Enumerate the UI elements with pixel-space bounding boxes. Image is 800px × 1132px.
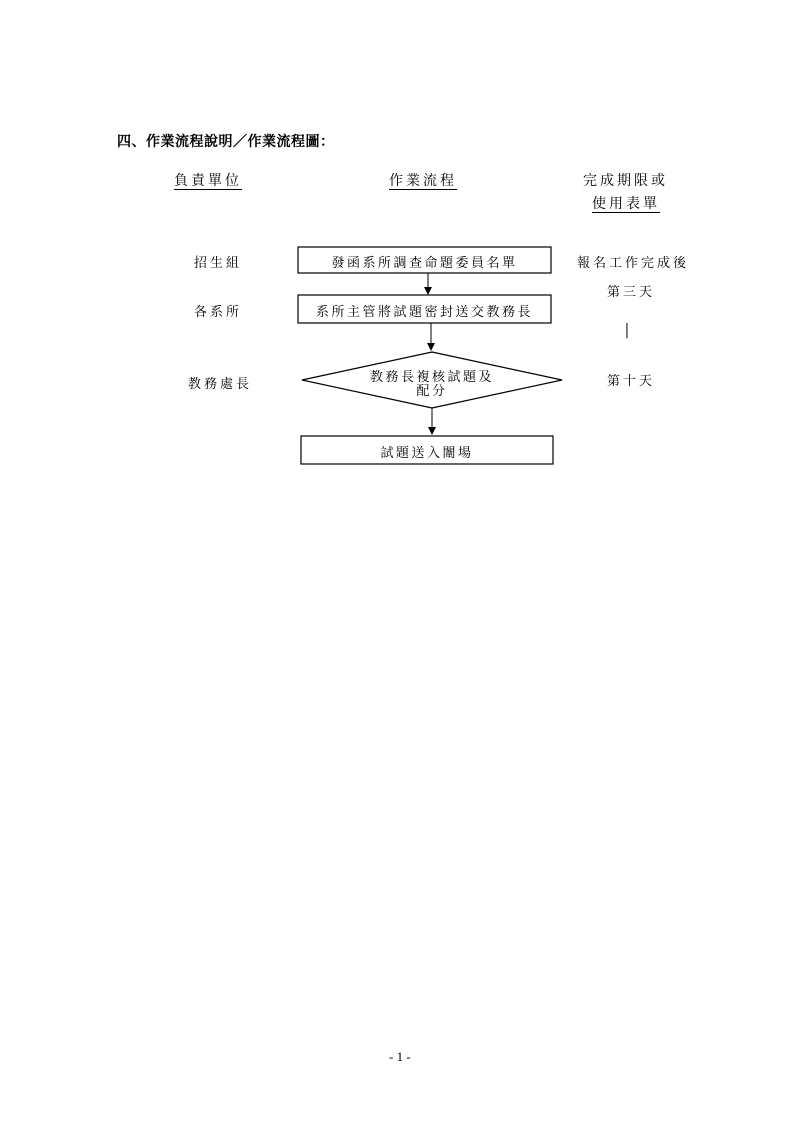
column-header-deadline-line1: 完成期限或 — [583, 173, 668, 189]
deadline-second: 第十天 — [607, 374, 656, 389]
column-header-deadline-line2: 使用表單 — [592, 196, 660, 212]
deadline-connector: │ — [623, 324, 631, 339]
process-text-1: 發函系所調查命題委員名單 — [331, 256, 518, 271]
column-header-unit: 負責單位 — [174, 173, 242, 189]
page-number: - 1 - — [389, 1049, 411, 1064]
column-header-flow: 作業流程 — [389, 173, 457, 189]
unit-departments: 各系所 — [194, 305, 243, 320]
section-heading: 四、作業流程說明／作業流程圖： — [117, 134, 335, 150]
process-text-3: 試題送入闈場 — [380, 446, 474, 461]
process-text-2: 系所主管將試題密封送交教務長 — [315, 305, 533, 320]
deadline-first-line2: 第三天 — [607, 285, 656, 300]
decision-text-line1: 教務長複核試題及 — [369, 370, 494, 385]
decision-text-line2: 配分 — [416, 384, 448, 399]
unit-admissions: 招生組 — [194, 256, 243, 271]
unit-dean: 教務處長 — [188, 377, 253, 392]
deadline-first-line1: 報名工作完成後 — [577, 256, 690, 271]
